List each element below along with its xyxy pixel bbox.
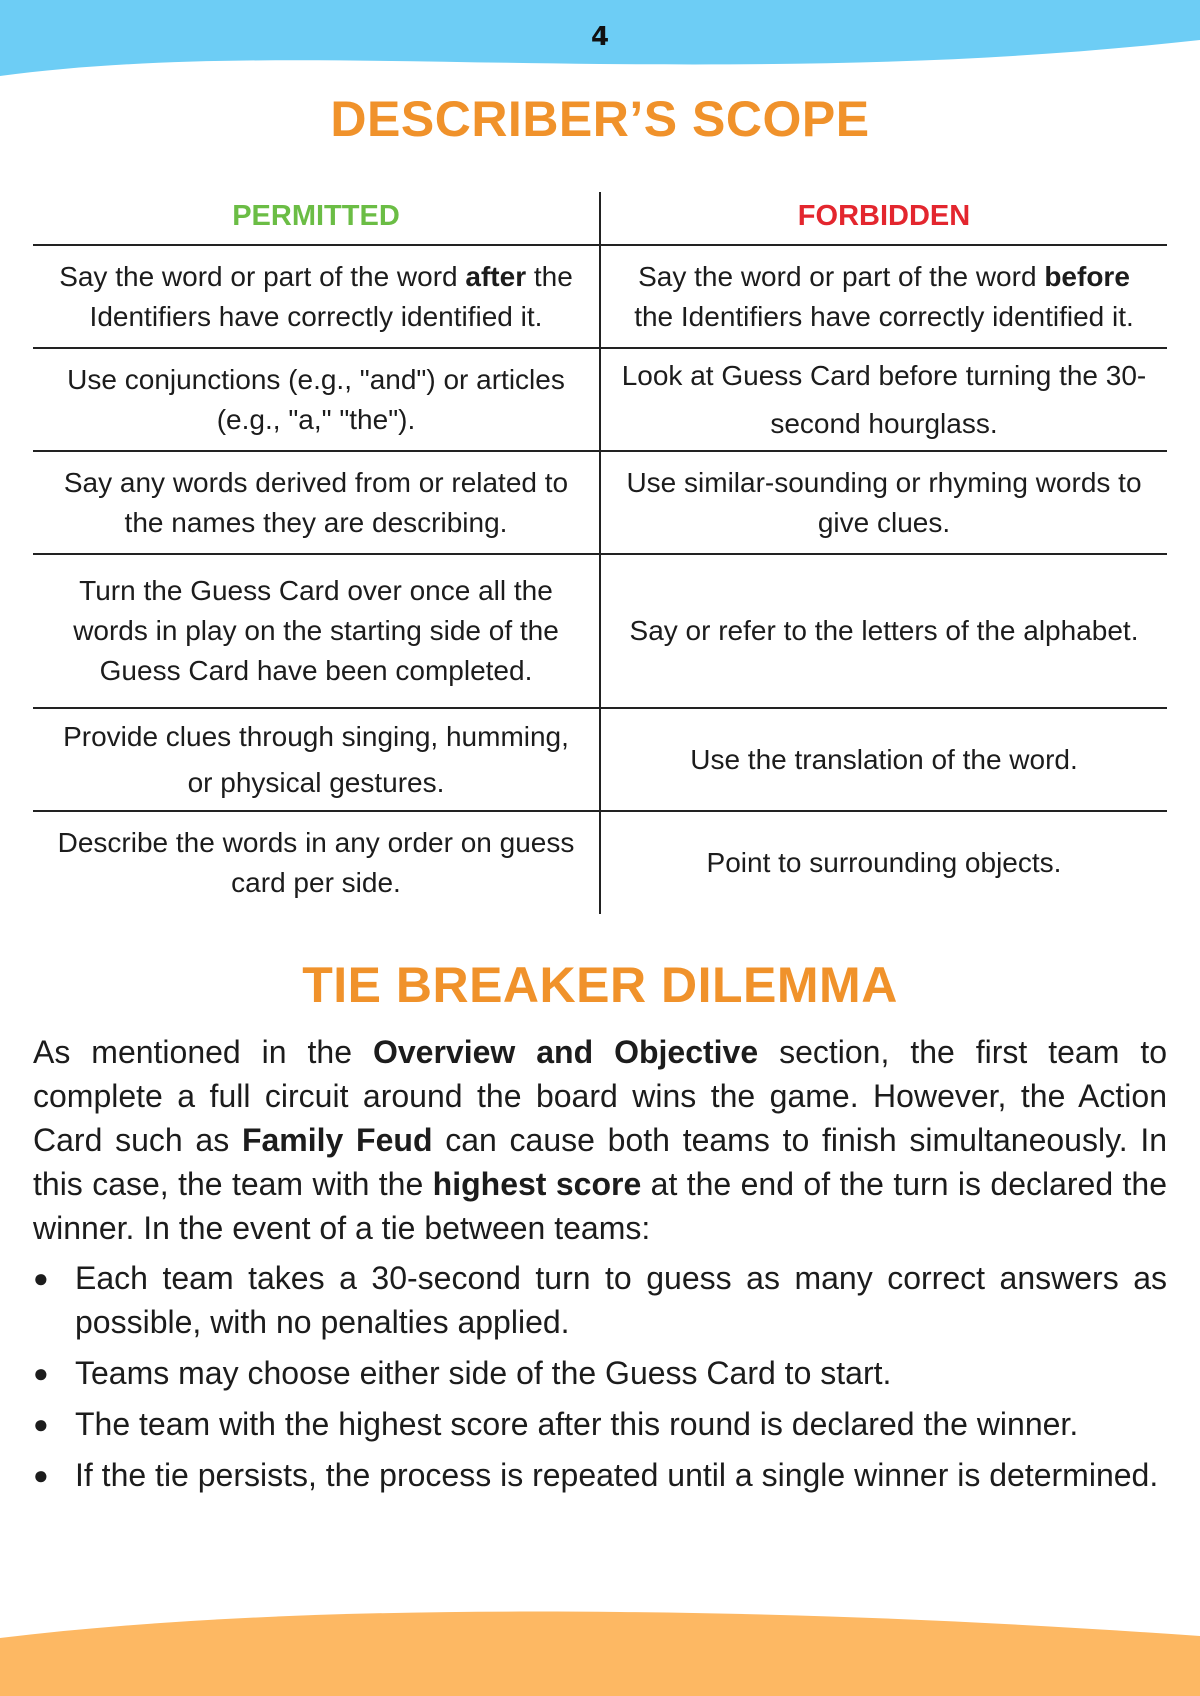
table-row: [33, 451, 1167, 554]
bullet-icon: ●: [33, 1460, 49, 1490]
table-header-row: [33, 192, 1167, 245]
list-item: ● Teams may choose either side of the Guess Card to start.: [33, 1351, 1167, 1395]
emphasis-text: Overview and Objective: [372, 1034, 759, 1070]
page-number: 4: [590, 22, 610, 52]
header-permitted: PERMITTED: [33, 192, 600, 245]
forbidden-cell: Use similar-sounding or rhyming words to give clues.: [600, 451, 1167, 554]
permitted-cell: Use conjunctions (e.g., "and") or articles (e.g., "a," "the").: [33, 348, 600, 451]
forbidden-cell: Point to surrounding objects.: [706, 847, 1062, 878]
table-row: [33, 554, 1167, 708]
describers-scope-table: [33, 192, 1167, 914]
table-row: [33, 348, 1167, 451]
section-title-tie-breaker: TIE BREAKER DILEMMA: [302, 957, 898, 1013]
table-row: [33, 245, 1167, 348]
emphasis-text: highest score: [432, 1166, 642, 1202]
permitted-cell: Turn the Guess Card over once all the words in play on the starting side of the Guess Card have been completed.: [33, 554, 600, 708]
permitted-cell: Say any words derived from or related to the names they are describing.: [33, 451, 600, 554]
tie-breaker-paragraph: As mentioned in the Overview and Objective section, the first team to complete a full circuit around the board wins the game. However, the Action Card such as Family Feud can cause both teams to finish simultaneously. In this case, the team with the highest score at the end of the turn is declared the winner. In the event of a tie between teams:: [33, 1034, 1168, 1246]
forbidden-cell: Look at Guess Card before turning the 30-second hourglass.: [600, 348, 1167, 451]
emphasis-text: after: [465, 260, 527, 292]
forbidden-cell: Say the word or part of the word before the Identifiers have correctly identified it.: [600, 245, 1167, 348]
bullet-icon: ●: [33, 1263, 49, 1293]
list-item: ● Each team takes a 30-second turn to guess as many correct answers as possible, with no penalties applied.: [33, 1256, 1167, 1344]
emphasis-text: Family Feud: [241, 1122, 433, 1158]
tie-breaker-list: [33, 1256, 1167, 1504]
table-row: [33, 811, 1167, 914]
forbidden-cell: Say or refer to the letters of the alphabet.: [600, 554, 1167, 708]
bullet-icon: ●: [33, 1409, 49, 1439]
list-item: ● If the tie persists, the process is repeated until a single winner is determined.: [33, 1453, 1167, 1497]
bottom-wave-banner: [0, 1600, 1200, 1696]
header-forbidden: FORBIDDEN: [600, 192, 1167, 245]
permitted-cell: Say the word or part of the word after the Identifiers have correctly identified it.: [33, 245, 600, 348]
table-row: [33, 708, 1167, 811]
emphasis-text: before: [1044, 260, 1130, 292]
permitted-cell: Describe the words in any order on guess card per side.: [33, 811, 600, 914]
list-item: ● The team with the highest score after this round is declared the winner.: [33, 1402, 1167, 1446]
permitted-cell: Provide clues through singing, humming, or physical gestures.: [33, 708, 600, 811]
bullet-icon: ●: [33, 1358, 49, 1388]
section-title-describers-scope: DESCRIBER’S SCOPE: [330, 91, 870, 147]
forbidden-cell: Use the translation of the word.: [600, 708, 1167, 811]
